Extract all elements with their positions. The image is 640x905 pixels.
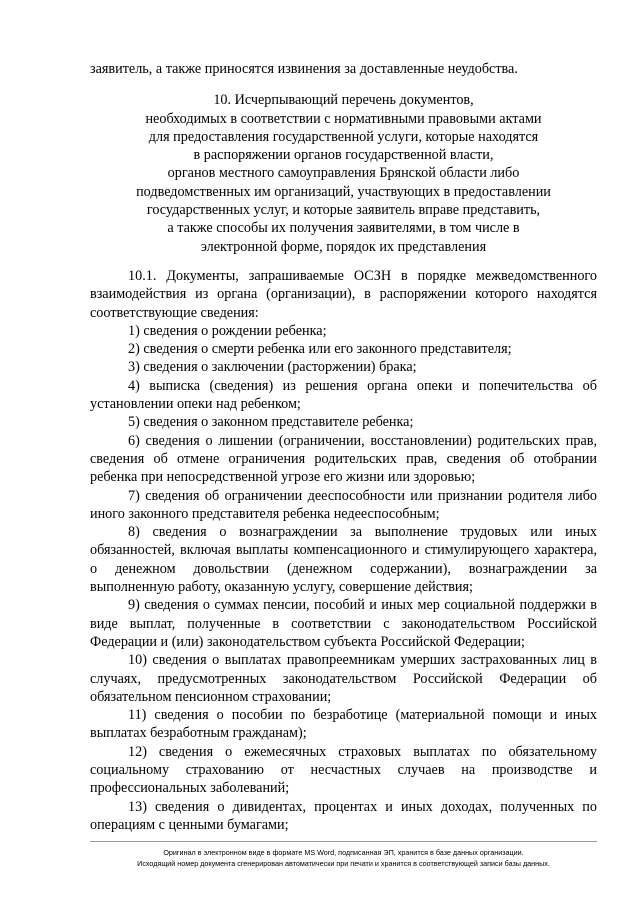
heading-line: в распоряжении органов государственной власти, bbox=[193, 147, 494, 164]
list-item: 2) сведения о смерти ребенка или его законного представителя; bbox=[128, 341, 512, 358]
page-footer bbox=[90, 841, 597, 869]
list-item: 6) сведения о лишении (ограничении, восстановлении) родительских прав, сведения об отмене ограничения родительских прав, сведения об отобрании ребенка при непосредственной угрозе его жизни или здоровью; bbox=[90, 432, 597, 486]
footer-line: Исходящий номер документа сгенерирован автоматически при печати и хранится в соответствующей записи базы данных. bbox=[137, 859, 550, 868]
list-item: 8) сведения о вознаграждении за выполнение трудовых или иных обязанностей, включая выплаты компенсационного и стимулирующего характера, о денежном довольствии (денежном содержании), вознаграждении за выполненную работу, оказанную услугу, совершение действия; bbox=[90, 524, 597, 596]
heading-line: электронной форме, порядок их представления bbox=[200, 238, 487, 255]
list-item: 5) сведения о законном представителе ребенка; bbox=[128, 414, 414, 431]
heading-line: органов местного самоуправления Брянской области либо bbox=[167, 165, 520, 182]
footer-line: Оригинал в электронном виде в формате MS Word, подписанная ЭП, хранится в базе данных организации. bbox=[163, 848, 524, 857]
document-body bbox=[90, 60, 597, 834]
heading-line: необходимых в соответствии с нормативными правовыми актами bbox=[145, 110, 542, 127]
list-item: 3) сведения о заключении (расторжении) брака; bbox=[128, 359, 417, 376]
list-item: 7) сведения об ограничении дееспособности или признании родителя либо иного законного представителя ребенка недееспособным; bbox=[90, 487, 597, 522]
heading-line: государственных услуг, и которые заявитель вправе представить, bbox=[146, 202, 541, 219]
section-heading bbox=[90, 91, 597, 256]
heading-line: 10. Исчерпывающий перечень документов, bbox=[213, 92, 474, 109]
heading-line: а также способы их получения заявителями, в том числе в bbox=[167, 220, 520, 237]
paragraph-10-1: 10.1. Документы, запрашиваемые ОСЗН в порядке межведомственного взаимодействия из органа (организации), в распоряжении которого находятся соответствующие сведения: bbox=[90, 267, 597, 321]
heading-line: для предоставления государственной услуги, которые находятся bbox=[148, 128, 539, 145]
list-item: 13) сведения о дивидентах, процентах и иных доходах, полученных по операциям с ценными бумагами; bbox=[90, 798, 597, 833]
list-item: 11) сведения о пособии по безработице (материальной помощи и иных выплатах безработным гражданам); bbox=[90, 707, 597, 742]
list-item: 1) сведения о рождении ребенка; bbox=[128, 322, 327, 339]
list-item: 12) сведения о ежемесячных страховых выплатах по обязательному социальному страхованию от несчастных случаев на производстве и профессиональных заболеваний; bbox=[90, 743, 597, 797]
heading-line: подведомственных им организаций, участвующих в предоставлении bbox=[136, 183, 551, 200]
list-item: 10) сведения о выплатах правопреемникам умерших застрахованных лиц в случаях, предусмотренных законодательством Российской Федерации об обязательном пенсионном страховании; bbox=[90, 652, 597, 705]
intro-line: заявитель, а также приносятся извинения за доставленные неудобства. bbox=[90, 61, 518, 77]
list-item: 4) выписка (сведения) из решения органа опеки и попечительства об установлении опеки над ребенком; bbox=[90, 377, 597, 413]
list-item: 9) сведения о суммах пенсии, пособий и иных мер социальной поддержки в виде выплат, полученные в соответствии с законодательством Российской Федерации и (или) законодательством субъекта Российской Федерации; bbox=[90, 597, 597, 650]
